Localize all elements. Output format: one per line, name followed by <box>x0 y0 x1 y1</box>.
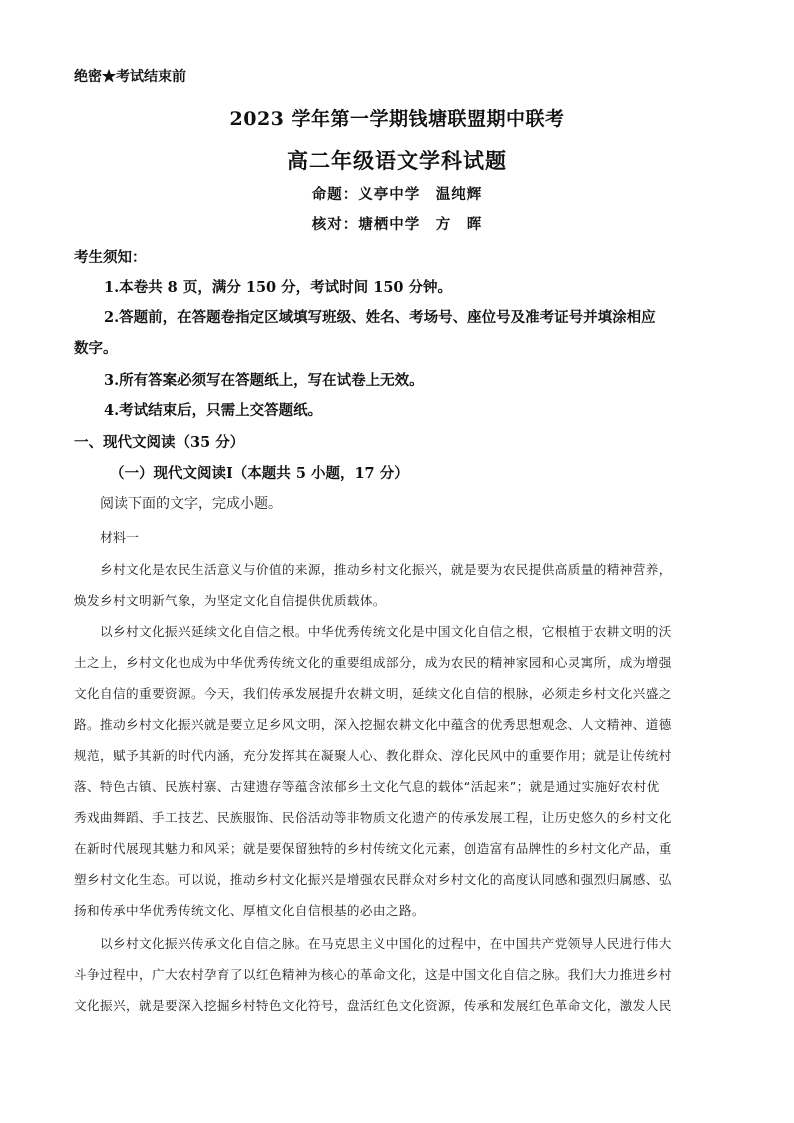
passage-line: 以乡村文化振兴延续文化自信之根。中华优秀传统文化是中国文化自信之根，它根植于农耕文明的沃 <box>100 624 672 639</box>
passage-line: 斗争过程中，广大农村孕育了以红色精神为核心的革命文化，这是中国文化自信之脉。我们大力推进乡村 <box>74 967 672 982</box>
subsection-heading: （一）现代文阅读Ⅰ（本题共 5 小题，17 分） <box>110 465 409 482</box>
passage-line: 以乡村文化振兴传承文化自信之脉。在马克思主义中国化的过程中，在中国共产党领导人民进行伟大 <box>100 936 672 951</box>
passage-line: 秀戏曲舞蹈、手工技艺、民族服饰、民俗活动等非物质文化遗产的传承发展工程，让历史悠久的乡村文化 <box>74 810 672 825</box>
passage-line: 路。推动乡村文化振兴就是要立足乡风文明，深入挖掘农耕文化中蕴含的优秀思想观念、人文精神、道德 <box>74 717 672 732</box>
notice-rule-2-continued: 数字。 <box>74 340 118 357</box>
notice-rule-3: 3.所有答案必须写在答题纸上，写在试卷上无效。 <box>104 372 424 389</box>
notice-rule-4: 4.考试结束后，只需上交答题纸。 <box>104 402 323 419</box>
notice-heading: 考生须知： <box>74 249 147 266</box>
passage-line: 塑乡村文化生态。可以说，推动乡村文化振兴是增强农民群众对乡村文化的高度认同感和强烈归属感、弘 <box>74 872 672 887</box>
exam-title: 2023 学年第一学期钱塘联盟期中联考 <box>229 108 565 130</box>
passage-line: 土之上，乡村文化也成为中华优秀传统文化的重要组成部分，成为农民的精神家园和心灵寓所，成为增强 <box>74 655 672 670</box>
passage-line: 文化自信的重要资源。今天，我们传承发展提升农耕文明，延续文化自信的根脉，必须走乡村文化兴盛之 <box>74 686 672 701</box>
passage-line: 落、特色古镇、民族村寨、古建遗存等蕴含浓郁乡土文化气息的载体“活起来”；就是通过实施好农村优 <box>74 779 660 794</box>
passage-line: 文化振兴，就是要深入挖掘乡村特色文化符号，盘活红色文化资源，传承和发展红色革命文化，激发人民 <box>74 998 672 1013</box>
exam-subtitle: 高二年级语文学科试题 <box>287 148 507 173</box>
reading-instruction: 阅读下面的文字，完成小题。 <box>100 496 282 512</box>
notice-rule-1: 1.本卷共 8 页，满分 150 分，考试时间 150 分钟。 <box>104 279 453 296</box>
material-label: 材料一 <box>100 531 140 546</box>
reviewer-line: 核对：塘栖中学 方 晖 <box>311 216 483 233</box>
notice-rule-2: 2.答题前，在答题卷指定区域填写班级、姓名、考场号、座位号及准考证号并填涂相应 <box>104 309 656 326</box>
passage-line: 乡村文化是农民生活意义与价值的来源，推动乡村文化振兴，就是要为农民提供高质量的精神营养， <box>100 562 672 577</box>
confidential-mark: 绝密★考试结束前 <box>74 69 186 85</box>
passage-line: 规范，赋予其新的时代内涵，充分发挥其在凝聚人心、教化群众、淳化民风中的重要作用；就是让传统村 <box>74 748 672 763</box>
passage-line: 扬和传承中华优秀传统文化、厚植文化自信根基的必由之路。 <box>74 903 425 918</box>
setter-line: 命题：义亭中学 温纯辉 <box>311 186 483 203</box>
passage-line: 焕发乡村文明新气象，为坚定文化自信提供优质载体。 <box>74 593 386 608</box>
section-heading: 一、现代文阅读（35 分） <box>74 434 245 451</box>
passage-line: 在新时代展现其魅力和风采；就是要保留独特的乡村传统文化元素，创造富有品牌性的乡村文化产品，重 <box>74 841 672 856</box>
